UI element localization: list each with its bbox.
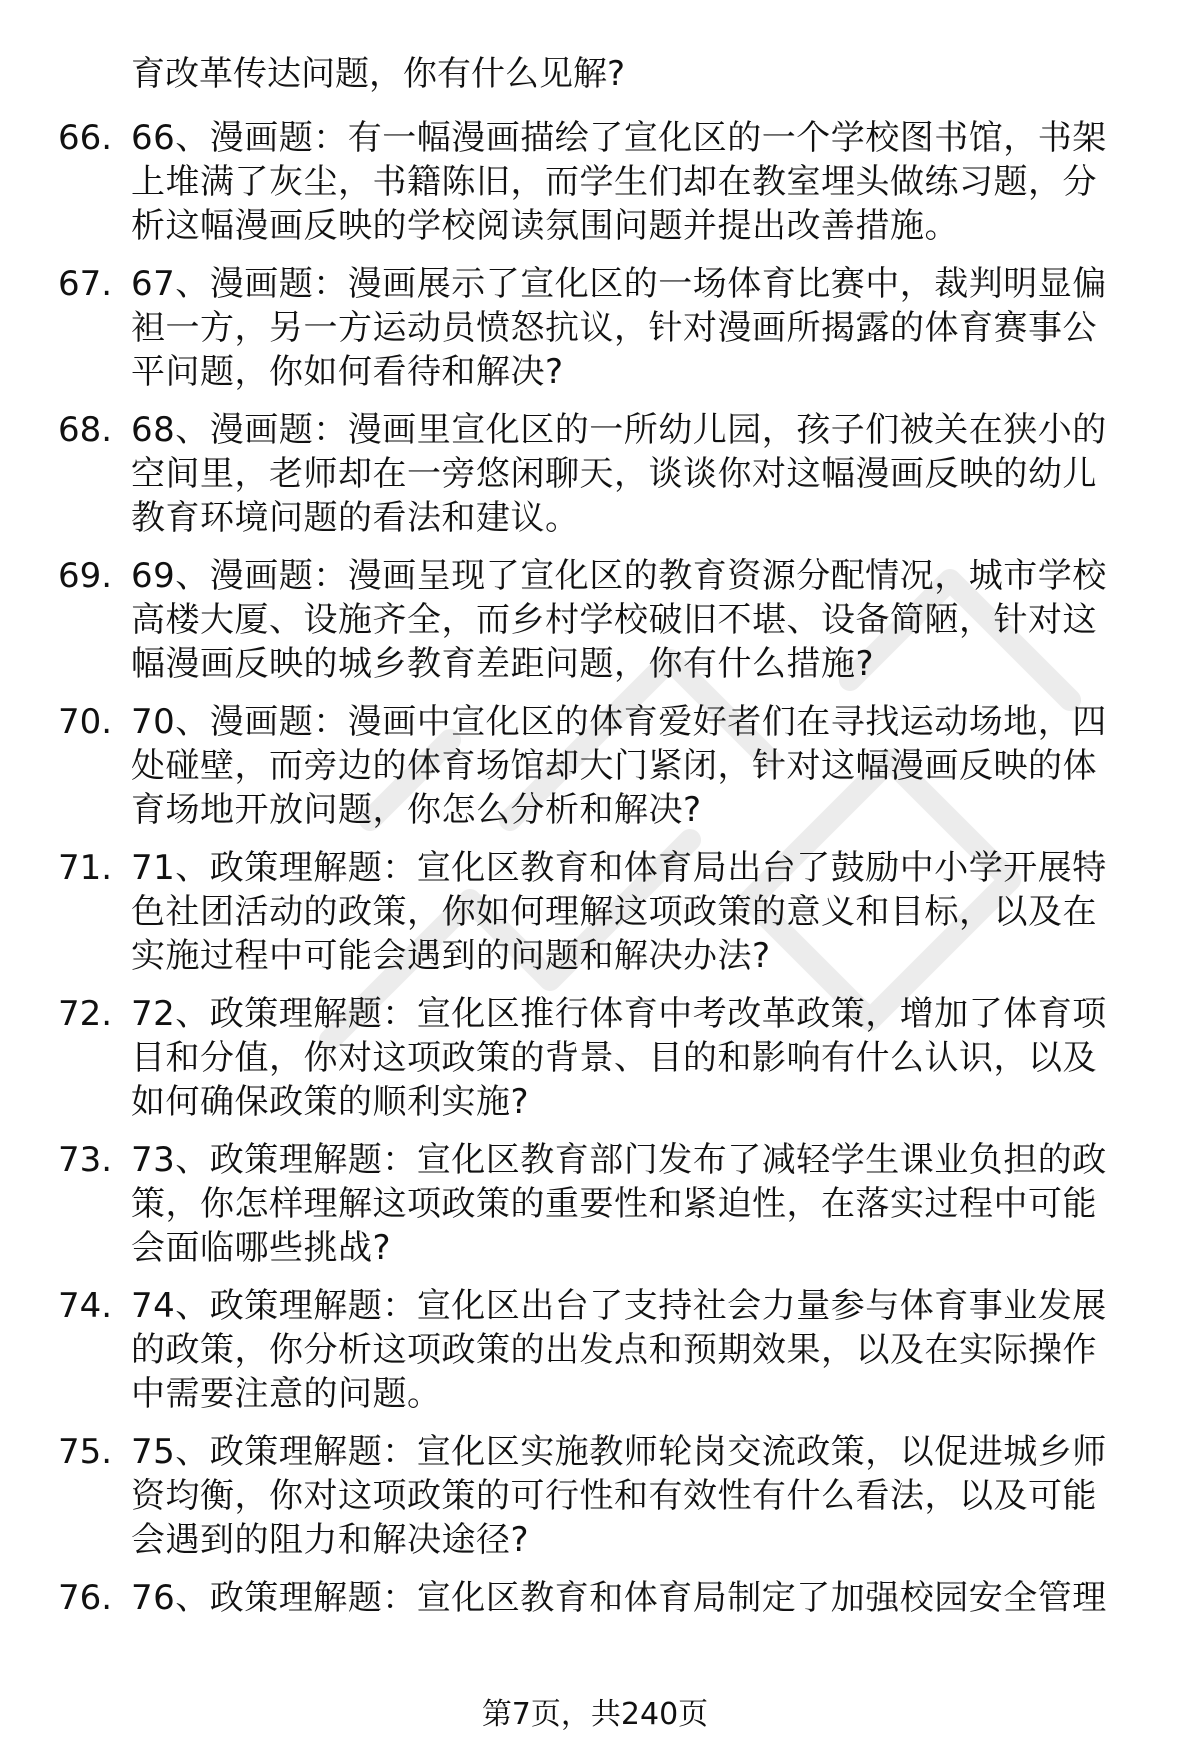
- question-text: 69、漫画题：漫画呈现了宣化区的教育资源分配情况，城市学校高楼大厦、设施齐全，而乡村学校破旧不堪、设备简陋，针对这幅漫画反映的城乡教育差距问题，你有什么措施?: [131, 556, 1107, 684]
- question-list: [58, 116, 1148, 1634]
- question-text: 76、政策理解题：宣化区教育和体育局制定了加强校园安全管理: [131, 1578, 1107, 1618]
- question-text: 74、政策理解题：宣化区出台了支持社会力量参与体育事业发展的政策，你分析这项政策的出发点和预期效果，以及在实际操作中需要注意的问题。: [131, 1286, 1107, 1414]
- question-text: 73、政策理解题：宣化区教育部门发布了减轻学生课业负担的政策，你怎样理解这项政策的重要性和紧迫性，在落实过程中可能会面临哪些挑战?: [131, 1140, 1107, 1268]
- list-item: [58, 1430, 1148, 1562]
- question-text: 68、漫画题：漫画里宣化区的一所幼儿园，孩子们被关在狭小的空间里，老师却在一旁悠闲聊天，谈谈你对这幅漫画反映的幼儿教育环境问题的看法和建议。: [131, 410, 1107, 538]
- list-item: [58, 554, 1148, 686]
- question-text: 66、漫画题：有一幅漫画描绘了宣化区的一个学校图书馆，书架上堆满了灰尘，书籍陈旧，而学生们却在教室埋头做练习题，分析这幅漫画反映的学校阅读氛围问题并提出改善措施。: [131, 118, 1107, 246]
- question-text: 67、漫画题：漫画展示了宣化区的一场体育比赛中，裁判明显偏袒一方，另一方运动员愤怒抗议，针对漫画所揭露的体育赛事公平问题，你如何看待和解决?: [131, 264, 1107, 392]
- question-number: 69.: [58, 556, 113, 596]
- question-number: 76.: [58, 1578, 113, 1618]
- question-text: 72、政策理解题：宣化区推行体育中考改革政策，增加了体育项目和分值，你对这项政策的背景、目的和影响有什么认识，以及如何确保政策的顺利实施?: [131, 994, 1107, 1122]
- question-number: 67.: [58, 264, 113, 304]
- list-item: [58, 1284, 1148, 1416]
- list-item: [58, 846, 1148, 978]
- question-text: 75、政策理解题：宣化区实施教师轮岗交流政策，以促进城乡师资均衡，你对这项政策的可行性和有效性有什么看法，以及可能会遇到的阻力和解决途径?: [131, 1432, 1107, 1560]
- list-item: [58, 992, 1148, 1124]
- question-number: 68.: [58, 410, 113, 450]
- question-number: 74.: [58, 1286, 113, 1326]
- question-number: 71.: [58, 848, 113, 888]
- question-text: 70、漫画题：漫画中宣化区的体育爱好者们在寻找运动场地，四处碰壁，而旁边的体育场馆却大门紧闭，针对这幅漫画反映的体育场地开放问题，你怎么分析和解决?: [131, 702, 1107, 830]
- question-number: 72.: [58, 994, 113, 1034]
- question-number: 73.: [58, 1140, 113, 1180]
- list-item: [58, 1138, 1148, 1270]
- list-item: [58, 700, 1148, 832]
- list-item: [58, 1576, 1148, 1620]
- question-number: 70.: [58, 702, 113, 742]
- question-number: 66.: [58, 118, 113, 158]
- list-item: [58, 262, 1148, 394]
- question-number: 75.: [58, 1432, 113, 1472]
- list-item: [58, 408, 1148, 540]
- question-text: 71、政策理解题：宣化区教育和体育局出台了鼓励中小学开展特色社团活动的政策，你如何理解这项政策的意义和目标，以及在实施过程中可能会遇到的问题和解决办法?: [131, 848, 1107, 976]
- list-item: [58, 116, 1148, 248]
- continued-question-text: 育改革传达问题，你有什么见解?: [131, 54, 626, 94]
- page-footer: 第7页，共240页: [481, 1697, 709, 1732]
